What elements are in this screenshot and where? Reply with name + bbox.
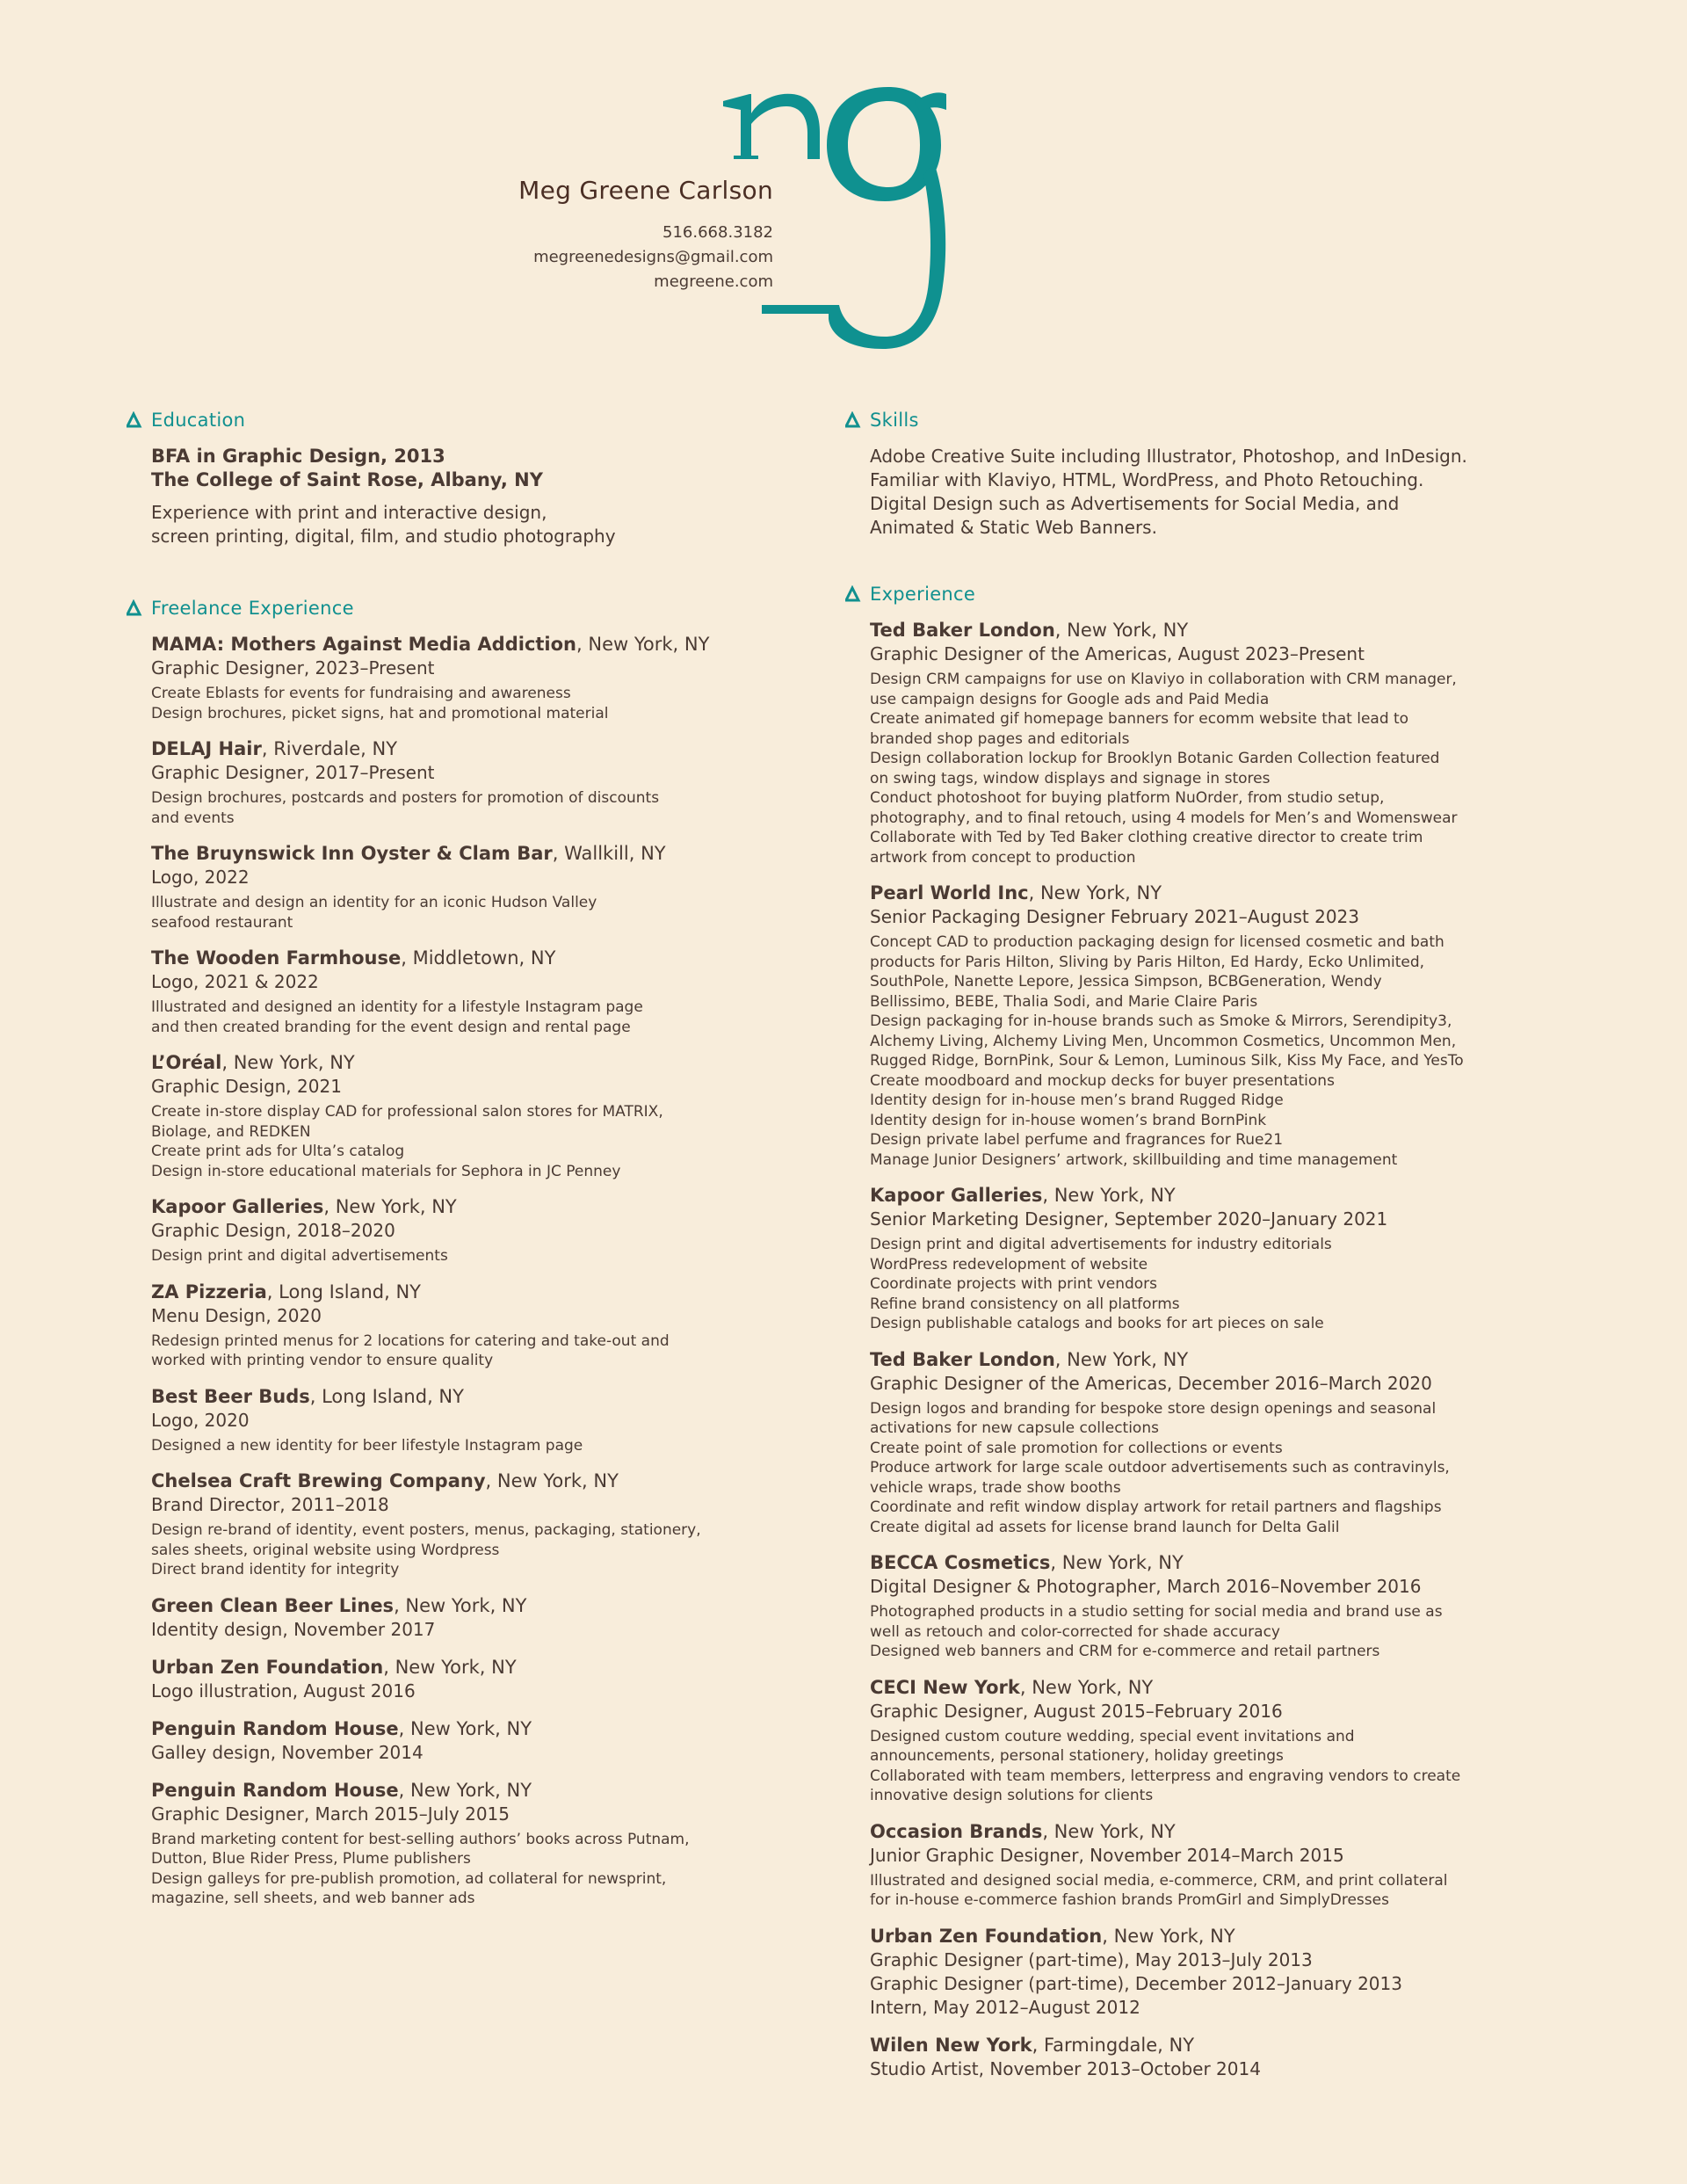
description-line: Design CRM campaigns for use on Klaviyo in collaboration with CRM manager, use campaign designs for Google ads and Paid Media [870,671,1457,708]
job-entry [151,1469,794,1580]
company-name: Penguin Random House [151,1717,399,1739]
job-title-line [151,633,794,657]
job-entry [151,1281,794,1371]
company-name: Green Clean Beer Lines [151,1594,395,1616]
description-line: Produce artwork for large scale outdoor advertisements such as contravinyls, vehicle wraps, trade show booths [870,1459,1450,1497]
job-role: Junior Graphic Designer, November 2014–March 2015 [870,1844,1344,1866]
description-line: Illustrated and designed an identity for a lifestyle Instagram page and then created branding for the event design and rental page [151,998,643,1036]
description-line: Design publishable catalogs and books for art pieces on sale [870,1315,1324,1332]
job-description [151,998,794,1037]
education-description: Experience with print and interactive design, screen printing, digital, film, and studio photography [151,502,616,547]
description-line: Design in-store educational materials for Sephora in JC Penney [151,1162,621,1180]
description-line: Brand marketing content for best-selling authors’ books across Putnam, Dutton, Blue Rider Press, Plume publishers [151,1830,690,1868]
description-line: Illustrated and designed social media, e-commerce, CRM, and print collateral for in-house e-commerce fashion brands PromGirl and SimplyDresses [870,1871,1448,1909]
description-line: Design re-brand of identity, event posters, menus, packaging, stationery, sales sheets, original website using Wordpress [151,1521,701,1559]
job-title-line [151,947,794,970]
job-location: , New York, NY [1054,620,1189,641]
job-description [151,1830,794,1909]
skills-heading: Skills [870,410,919,431]
company-name: The Bruynswick Inn Oyster & Clam Bar [151,843,553,864]
job-entry [870,1820,1566,1911]
job-role: Graphic Designer, March 2015–July 2015 [151,1803,510,1825]
job-title-line [151,737,794,761]
job-location: , Middletown, NY [401,947,556,969]
job-title-line [870,1676,1566,1700]
job-title-line [151,1656,794,1680]
job-entry [151,842,794,932]
job-entry [870,1551,1566,1662]
job-description [151,1436,794,1456]
job-role: Logo, 2022 [151,867,250,888]
description-line: Design logos and branding for bespoke store design openings and seasonal activations for new capsule collections [870,1399,1437,1437]
job-location: , New York, NY [1042,1185,1176,1206]
triangle-bullet-icon [845,585,870,603]
description-line: Conduct photoshoot for buying platform NuOrder, from studio setup, photography, and to final retouch, using 4 models for Men’s and Womenswear [870,789,1458,827]
job-location: , New York, NY [323,1196,457,1217]
job-entry [870,882,1566,1170]
job-location: , New York, NY [221,1052,355,1073]
job-location: , New York, NY [398,1779,532,1801]
description-line: Designed a new identity for beer lifestyle Instagram page [151,1436,583,1455]
website-url: megreene.com [654,272,773,291]
description-line: Illustrate and design an identity for an iconic Hudson Valley seafood restaurant [151,894,597,932]
description-line: Photographed products in a studio setting for social media and brand use as well as retouch and color-corrected for shade accuracy [870,1603,1443,1641]
job-role: Identity design, November 2017 [151,1618,436,1640]
job-description [870,670,1566,867]
triangle-bullet-icon [127,411,151,429]
job-description [151,1246,794,1266]
job-role: Graphic Designer, 2023–Present [151,657,435,678]
job-title-line [151,1594,794,1618]
job-title-line [151,1469,794,1493]
description-line: Create digital ad assets for license brand launch for Delta Galil [870,1518,1340,1536]
job-role: Brand Director, 2011–2018 [151,1494,389,1515]
job-role: Graphic Designer of the Americas, December 2016–March 2020 [870,1372,1432,1394]
description-line: Create moodboard and mockup decks for buyer presentations [870,1071,1335,1090]
company-name: ZA Pizzeria [151,1281,267,1302]
job-role: Logo, 2021 & 2022 [151,971,319,992]
job-title-line [870,1551,1566,1575]
right-column [845,406,1566,2081]
description-line: Designed web banners and CRM for e-commerce and retail partners [870,1643,1380,1660]
job-description [870,1727,1566,1806]
job-title-line [870,1348,1566,1372]
job-location: , New York, NY [1019,1676,1154,1698]
job-description [151,1331,794,1371]
description-line: Design collaboration lockup for Brooklyn Botanic Garden Collection featured on swing tags, window displays and signage in stores [870,750,1440,787]
mg-monogram-logo [716,83,980,365]
company-name: Wilen New York [870,2034,1032,2056]
left-column [127,406,794,1909]
company-name: BECCA Cosmetics [870,1552,1051,1573]
company-name: CECI New York [870,1676,1020,1698]
resume-name: Meg Greene Carlson [518,176,773,205]
description-line: Design brochures, picket signs, hat and promotional material [151,704,609,722]
job-location: , Long Island, NY [266,1281,422,1302]
description-line: Create animated gif homepage banners for ecomm website that lead to branded shop pages and editorials [870,710,1409,748]
job-title-line [151,1195,794,1219]
description-line: Concept CAD to production packaging design for licensed cosmetic and bath products for Paris Hilton, Sliving by Paris Hilton, Ed Hardy, Ecko Unlimited, SouthPole, Nanette Lepore, Jessica Simpson, BCBGeneration, Wendy Bellissimo, BEBE, Thalia Sodi, and Marie Claire Paris [870,933,1444,1011]
job-role: Graphic Design, 2021 [151,1076,342,1097]
triangle-bullet-icon [845,411,870,429]
job-entry [151,1195,794,1266]
job-title-line [870,1925,1566,1948]
job-role: Studio Artist, November 2013–October 2014 [870,2057,1261,2079]
description-line: Collaborated with team members, letterpress and engraving vendors to create innovative design solutions for clients [870,1767,1461,1804]
company-name: Pearl World Inc [870,882,1029,903]
job-role: Menu Design, 2020 [151,1304,322,1326]
job-entry [151,1385,794,1456]
company-name: Occasion Brands [870,1820,1043,1842]
phone-number: 516.668.3182 [662,223,773,242]
job-description [151,893,794,932]
company-name: Urban Zen Foundation [870,1925,1103,1947]
job-title-line [151,842,794,866]
job-description [870,932,1566,1170]
description-line: Design brochures, postcards and posters for promotion of discounts and events [151,789,660,827]
job-location: , New York, NY [398,1717,532,1739]
job-description [151,1102,794,1181]
skills-section [845,406,1566,540]
job-description [870,1399,1566,1538]
description-line: WordPress redevelopment of website [870,1255,1148,1273]
job-entry [151,1779,794,1909]
company-name: Kapoor Galleries [870,1185,1043,1206]
resume-header [0,0,1687,369]
job-title-line [151,1281,794,1304]
description-line: Create point of sale promotion for collections or events [870,1439,1283,1457]
job-entry [151,1051,794,1181]
job-entry [151,1594,794,1642]
job-title-line [151,1385,794,1409]
job-entry [870,1348,1566,1538]
experience-job-list [870,619,1566,2081]
job-description [151,788,794,828]
description-line: Identity design for in-house men’s brand Rugged Ridge [870,1092,1284,1109]
freelance-job-list [151,633,794,1909]
job-title-line [870,2034,1566,2057]
job-title-line [151,1051,794,1075]
job-title-line [151,1717,794,1741]
job-location: , Long Island, NY [309,1385,464,1407]
experience-heading: Experience [870,584,976,605]
company-name: Best Beer Buds [151,1385,310,1407]
job-role: Logo illustration, August 2016 [151,1680,416,1701]
job-description [151,1520,794,1580]
skills-text: Adobe Creative Suite including Illustrator, Photoshop, and InDesign. Familiar with Klaviyo, HTML, WordPress, and Photo Retouching. Digital Design such as Advertisements for Social Media, and Animated & Static Web Banners. [870,446,1467,538]
job-entry [151,947,794,1037]
job-entry [870,1184,1566,1334]
company-name: Ted Baker London [870,620,1055,641]
description-line: Direct brand identity for integrity [151,1561,400,1578]
job-title-line [870,619,1566,642]
company-name: L’Oréal [151,1052,222,1073]
company-name: Urban Zen Foundation [151,1656,384,1678]
company-name: The Wooden Farmhouse [151,947,402,969]
job-entry [151,1717,794,1765]
company-name: Kapoor Galleries [151,1196,324,1217]
job-role: Graphic Designer, August 2015–February 2016 [870,1700,1283,1722]
company-name: DELAJ Hair [151,738,262,759]
job-role: Graphic Designer (part-time), May 2013–July 2013 Graphic Designer (part-time), December 2012–January 2013 Intern, May 2012–August 2012 [870,1948,1402,2018]
description-line: Create print ads for Ulta’s catalog [151,1143,405,1160]
description-line: Design packaging for in-house brands such as Smoke & Mirrors, Serendipity3, Alchemy Living, Alchemy Living Men, Uncommon Cosmetics, Uncommon Men, Rugged Ridge, BornPink, Sour & Lemon, Luminous Silk, Kiss My Face, and YesTo [870,1012,1464,1070]
company-name: Chelsea Craft Brewing Company [151,1470,486,1491]
description-line: Create in-store display CAD for professional salon stores for MATRIX, Biolage, and REDKEN [151,1103,663,1141]
experience-section [845,580,1566,2081]
job-entry [870,1676,1566,1806]
job-role: Graphic Design, 2018–2020 [151,1220,395,1241]
job-entry [151,737,794,828]
job-description [870,1602,1566,1662]
job-location: , New York, NY [1102,1925,1235,1947]
job-title-line [870,1184,1566,1208]
job-role: Digital Designer & Photographer, March 2016–November 2016 [870,1576,1422,1597]
job-description [151,684,794,723]
job-description [870,1871,1566,1911]
description-line: Identity design for in-house women’s brand BornPink [870,1111,1267,1129]
job-location: , New York, NY [383,1656,517,1678]
description-line: Designed custom couture wedding, special event invitations and announcements, personal stationery, holiday greetings [870,1727,1355,1765]
job-description [870,1235,1566,1334]
job-role: Senior Packaging Designer February 2021–August 2023 [870,906,1359,927]
company-name: Ted Baker London [870,1348,1055,1370]
freelance-heading: Freelance Experience [151,598,354,619]
job-title-line [870,1820,1566,1844]
education-section [127,406,794,548]
job-entry [151,633,794,723]
description-line: Refine brand consistency on all platforms [870,1295,1180,1313]
job-role: Graphic Designer, 2017–Present [151,762,435,783]
description-line: Design print and digital advertisements for industry editorials [870,1236,1332,1253]
triangle-bullet-icon [127,599,151,617]
school: The College of Saint Rose, Albany, NY [151,469,543,490]
job-role: Logo, 2020 [151,1409,250,1431]
degree: BFA in Graphic Design, 2013 [151,446,445,467]
job-location: , New York, NY [394,1594,527,1616]
job-role: Senior Marketing Designer, September 2020–January 2021 [870,1208,1388,1230]
job-entry [870,1925,1566,2020]
description-line: Create Eblasts for events for fundraising and awareness [151,685,571,702]
description-line: Design print and digital advertisements [151,1247,448,1265]
company-name: MAMA: Mothers Against Media Addiction [151,634,577,655]
job-location: , Farmingdale, NY [1032,2034,1195,2056]
description-line: Collaborate with Ted by Ted Baker clothing creative director to create trim artwork from concept to production [870,829,1423,867]
job-location: , New York, NY [1050,1552,1184,1573]
job-entry [870,619,1566,867]
job-location: , New York, NY [1042,1820,1176,1842]
description-line: Design galleys for pre-publish promotion, ad collateral for newsprint, magazine, sell sheets, and web banner ads [151,1869,667,1907]
description-line: Coordinate projects with print vendors [870,1275,1158,1293]
description-line: Coordinate and refit window display artwork for retail partners and flagships [870,1498,1442,1516]
job-title-line [151,1779,794,1803]
freelance-section [127,594,794,1909]
job-location: , New York, NY [485,1470,619,1491]
job-role: Graphic Designer of the Americas, August 2023–Present [870,643,1365,664]
job-location: , New York, NY [576,634,710,655]
job-entry [870,2034,1566,2081]
job-location: , Wallkill, NY [552,843,666,864]
description-line: Design private label perfume and fragrances for Rue21 [870,1131,1284,1149]
job-role: Galley design, November 2014 [151,1741,424,1763]
job-location: , New York, NY [1054,1348,1189,1370]
job-title-line [870,882,1566,905]
company-name: Penguin Random House [151,1779,399,1801]
job-location: , Riverdale, NY [261,738,398,759]
description-line: Manage Junior Designers’ artwork, skillbuilding and time management [870,1150,1398,1169]
description-line: Redesign printed menus for 2 locations for catering and take-out and worked with printing vendor to ensure quality [151,1331,670,1369]
email-address: megreenedesigns@gmail.com [533,248,773,266]
education-heading: Education [151,410,246,431]
job-entry [151,1656,794,1703]
job-location: , New York, NY [1028,882,1162,903]
